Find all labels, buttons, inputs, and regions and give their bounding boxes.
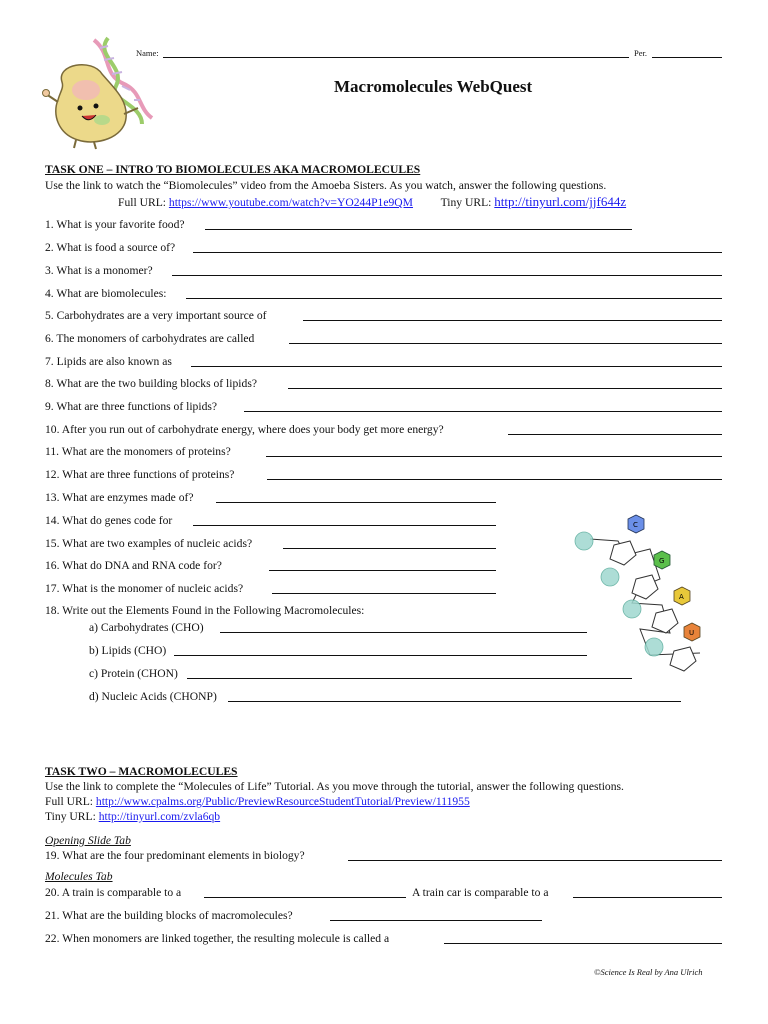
element-item-2: b) Lipids (CHO) — [89, 644, 167, 657]
question-20a: 20. A train is comparable to a — [45, 886, 182, 899]
answer-line-20a[interactable] — [204, 897, 406, 898]
question-5: 5. Carbohydrates are a very important source of — [45, 309, 267, 322]
question-13: 13. What are enzymes made of? — [45, 491, 194, 504]
question-22: 22. When monomers are linked together, the resulting molecule is called a — [45, 932, 390, 945]
element-answer-line-1[interactable] — [220, 632, 587, 633]
task-one-urls — [118, 195, 626, 210]
tinyurl-link-2[interactable]: http://tinyurl.com/zvla6qb — [98, 810, 221, 823]
question-8: 8. What are the two building blocks of lipids? — [45, 377, 257, 390]
question-3: 3. What is a monomer? — [45, 264, 153, 277]
answer-line-13[interactable] — [216, 502, 496, 503]
answer-line-7[interactable] — [191, 366, 722, 367]
element-answer-line-4[interactable] — [228, 701, 681, 702]
answer-line-14[interactable] — [193, 525, 496, 526]
task-one-heading: TASK ONE – INTRO TO BIOMOLECULES AKA MACROMOLECULES — [45, 163, 421, 176]
question-17: 17. What is the monomer of nucleic acids? — [45, 582, 244, 595]
question-4: 4. What are biomolecules: — [45, 287, 167, 300]
answer-line-19[interactable] — [348, 860, 722, 861]
question-10: 10. After you run out of carbohydrate energy, where does your body get more energy? — [45, 423, 444, 436]
name-label: Name: — [136, 48, 159, 58]
question-20b: A train car is comparable to a — [412, 886, 549, 899]
answer-line-6[interactable] — [289, 343, 722, 344]
answer-line-20b[interactable] — [573, 897, 722, 898]
question-11: 11. What are the monomers of proteins? — [45, 445, 231, 458]
answer-line-10[interactable] — [508, 434, 722, 435]
svg-text:A: A — [679, 593, 684, 601]
answer-line-15[interactable] — [283, 548, 496, 549]
nucleotide-chain-illustration — [570, 505, 720, 677]
svg-text:G: G — [659, 557, 665, 565]
name-field[interactable] — [163, 57, 629, 58]
svg-text:U: U — [689, 629, 695, 637]
element-item-4: d) Nucleic Acids (CHONP) — [89, 690, 217, 703]
task-two-full-url — [45, 795, 470, 809]
answer-line-2[interactable] — [193, 252, 722, 253]
question-16: 16. What do DNA and RNA code for? — [45, 559, 222, 572]
question-7: 7. Lipids are also known as — [45, 355, 172, 368]
answer-line-4[interactable] — [186, 298, 722, 299]
answer-line-9[interactable] — [244, 411, 722, 412]
answer-line-3[interactable] — [172, 275, 722, 276]
copyright-footer: ©Science Is Real by Ana Ulrich — [594, 967, 703, 977]
task-two-tiny-url — [45, 810, 220, 824]
answer-line-8[interactable] — [288, 388, 722, 389]
question-1: 1. What is your favorite food? — [45, 218, 185, 231]
molecules-tab-heading: Molecules Tab — [45, 870, 113, 883]
question-18: 18. Write out the Elements Found in the Following Macromolecules: — [45, 604, 365, 617]
youtube-link[interactable]: https://www.youtube.com/watch?v=YO244P1e9QM — [168, 196, 413, 209]
base-u-icon — [684, 623, 700, 641]
element-answer-line-3[interactable] — [187, 678, 632, 679]
svg-text:C: C — [633, 521, 638, 529]
answer-line-1[interactable] — [205, 229, 632, 230]
question-9: 9. What are three functions of lipids? — [45, 400, 218, 413]
task-one-instructions: Use the link to watch the “Biomolecules” video from the Amoeba Sisters. As you watch, answer the following questions. — [45, 179, 607, 192]
full-url-label: Full URL: — [118, 196, 166, 209]
answer-line-17[interactable] — [272, 593, 496, 594]
period-field[interactable] — [652, 57, 722, 58]
element-item-3: c) Protein (CHON) — [89, 667, 178, 680]
answer-line-16[interactable] — [269, 570, 496, 571]
question-2: 2. What is food a source of? — [45, 241, 176, 254]
question-19: 19. What are the four predominant elements in biology? — [45, 849, 305, 862]
task-two-heading: TASK TWO – MACROMOLECULES — [45, 765, 238, 778]
question-14: 14. What do genes code for — [45, 514, 173, 527]
element-item-1: a) Carbohydrates (CHO) — [89, 621, 204, 634]
tinyurl-link-1[interactable]: http://tinyurl.com/jjf644z — [494, 194, 627, 209]
answer-line-11[interactable] — [266, 456, 722, 457]
cpalms-link[interactable]: http://www.cpalms.org/Public/PreviewResourceStudentTutorial/Preview/111955 — [95, 795, 470, 808]
page-title: Macromolecules WebQuest — [334, 77, 533, 96]
base-g-icon — [654, 551, 670, 569]
base-a-icon — [674, 587, 690, 605]
answer-line-21[interactable] — [330, 920, 542, 921]
opening-slide-tab-heading: Opening Slide Tab — [45, 834, 131, 847]
full-url-label-2: Full URL: — [45, 795, 93, 808]
question-15: 15. What are two examples of nucleic acids? — [45, 537, 253, 550]
task-two-instructions: Use the link to complete the “Molecules of Life” Tutorial. As you move through the tutorial, answer the following questions. — [45, 780, 624, 793]
element-answer-line-2[interactable] — [174, 655, 587, 656]
answer-line-22[interactable] — [444, 943, 722, 944]
question-6: 6. The monomers of carbohydrates are called — [45, 332, 255, 345]
answer-line-12[interactable] — [267, 479, 722, 480]
question-12: 12. What are three functions of proteins? — [45, 468, 235, 481]
tiny-url-label: Tiny URL: — [440, 196, 492, 209]
tiny-url-label-2: Tiny URL: — [45, 810, 96, 823]
answer-line-5[interactable] — [303, 320, 722, 321]
period-label: Per. — [634, 48, 647, 58]
base-c-icon — [628, 515, 644, 533]
question-21: 21. What are the building blocks of macromolecules? — [45, 909, 293, 922]
